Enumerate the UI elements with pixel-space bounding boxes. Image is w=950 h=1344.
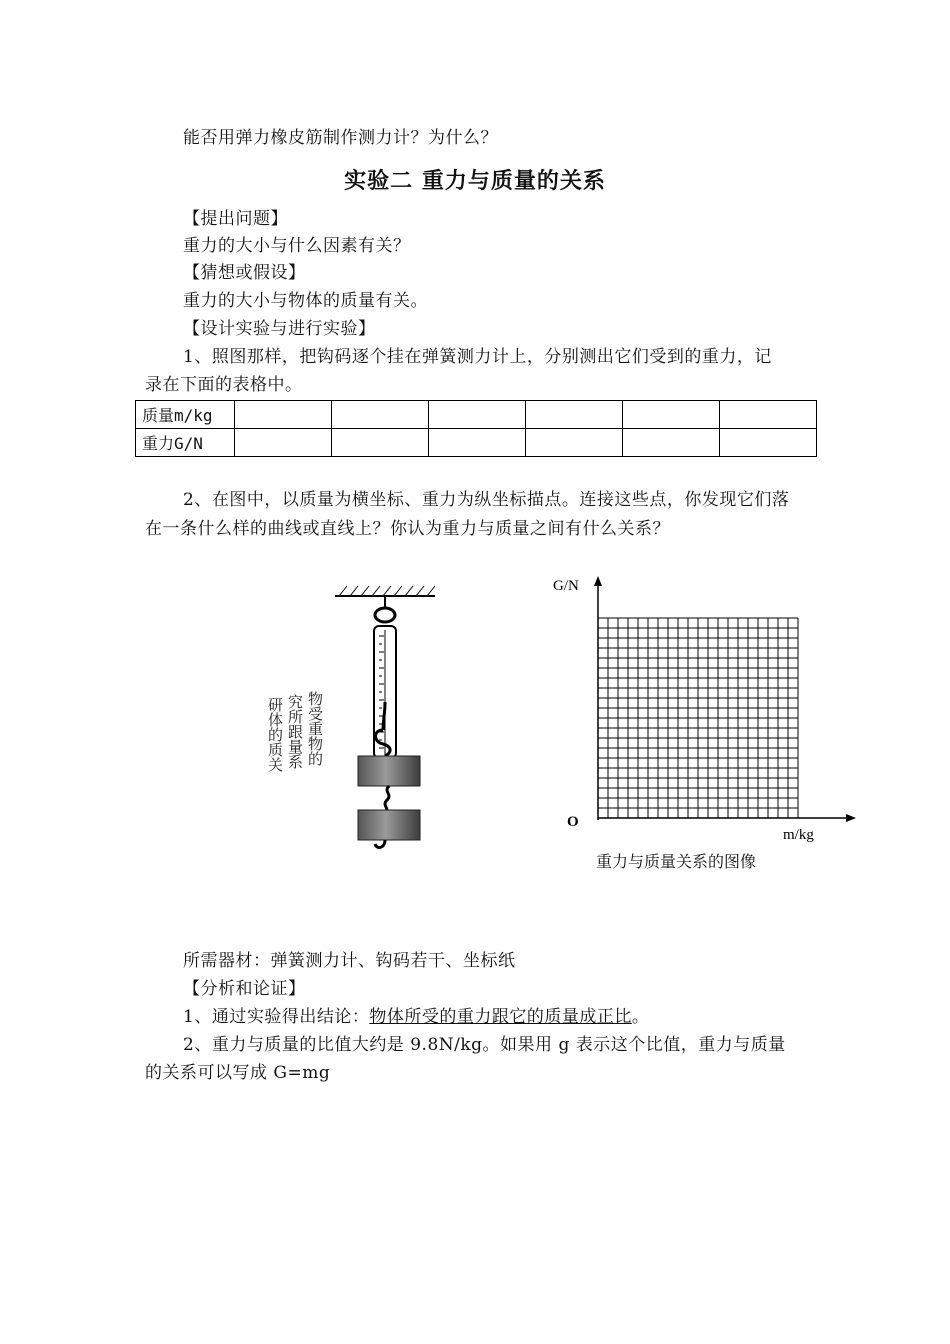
page-title: 实验二 重力与质量的关系 [344, 168, 606, 194]
figure-right-caption: 重力与质量关系的图像 [596, 852, 757, 871]
table-cell[interactable] [429, 401, 526, 429]
coordinate-grid-figure [540, 570, 870, 850]
caption-col-3: 物受重物的 [308, 690, 324, 768]
table-cell[interactable] [623, 401, 720, 429]
table-cell[interactable] [332, 401, 429, 429]
section-problem: 【提出问题】 [183, 209, 288, 229]
origin-label: O [567, 814, 579, 830]
table-row-weight [136, 429, 817, 457]
table-cell[interactable] [526, 429, 623, 457]
table-row-mass [136, 401, 817, 429]
table-cell[interactable] [526, 401, 623, 429]
caption-col-2: 究所跟量系 [288, 693, 304, 771]
section-design: 【设计实验与进行实验】 [183, 319, 376, 339]
y-axis-arrow-icon [594, 576, 602, 586]
step1-line1: 1、照图那样，把钩码逐个挂在弹簧测力计上，分别测出它们受到的重力，记 [183, 347, 772, 367]
conclusion-line [183, 1006, 649, 1028]
caption-col-1: 研体的质关 [268, 696, 284, 774]
table-cell[interactable] [720, 401, 817, 429]
ratio-line2: 的关系可以写成 G=mg [145, 1063, 331, 1083]
spring-scale-figure [255, 580, 455, 855]
grid-lines [598, 618, 798, 818]
step2-line1: 2、在图中，以质量为横坐标、重力为纵坐标描点。连接这些点，你发现它们落 [183, 490, 790, 510]
table-cell[interactable] [623, 429, 720, 457]
table-cell[interactable] [235, 429, 332, 457]
table-cell[interactable] [720, 429, 817, 457]
weight-label: 重力G/N [136, 429, 235, 457]
conclusion-text: 物体所受的重力跟它的质量成正比 [369, 1007, 632, 1027]
conclusion-suffix: 。 [631, 1007, 650, 1027]
step2-line2: 在一条什么样的曲线或直线上？你认为重力与质量之间有什么关系？ [145, 519, 670, 539]
weight-2 [358, 810, 420, 840]
step1-line2: 录在下面的表格中。 [145, 375, 303, 395]
problem-text: 重力的大小与什么因素有关？ [183, 236, 411, 256]
table-cell[interactable] [332, 429, 429, 457]
table-cell[interactable] [429, 429, 526, 457]
mass-label: 质量m/kg [136, 401, 235, 429]
hypothesis-text: 重力的大小与物体的质量有关。 [183, 291, 428, 311]
y-axis-label: G/N [553, 578, 579, 594]
section-hypothesis: 【猜想或假设】 [183, 263, 306, 283]
x-axis-arrow-icon [846, 814, 856, 822]
data-table [135, 400, 817, 457]
materials: 所需器材：弹簧测力计、钩码若干、坐标纸 [183, 951, 516, 971]
question-rubber: 能否用弹力橡皮筋制作测力计？为什么？ [183, 128, 498, 148]
table-cell[interactable] [235, 401, 332, 429]
conclusion-prefix: 1、通过实验得出结论： [183, 1007, 370, 1027]
section-analysis: 【分析和论证】 [183, 979, 306, 999]
ratio-line1: 2、重力与质量的比值大约是 9.8N/kg。如果用 g 表示这个比值，重力与质量 [183, 1035, 786, 1055]
x-axis-label: m/kg [783, 827, 814, 843]
ceiling-support [335, 586, 435, 596]
scale-ring [375, 608, 395, 622]
weight-1 [358, 756, 420, 786]
